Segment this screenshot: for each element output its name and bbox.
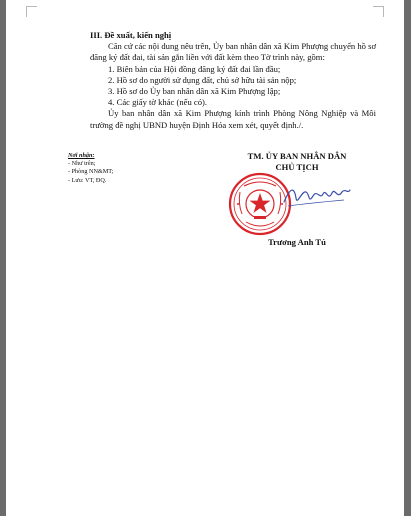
recipients-block: [68, 152, 113, 185]
list-item: 2. Hồ sơ do người sử dụng đất, chủ sở hữu tài sản nộp;: [108, 74, 297, 85]
page-corner-mark: [26, 6, 37, 17]
signature-position-line: CHỦ TỊCH: [275, 161, 319, 172]
closing-paragraph: Ủy ban nhân dân xã Kim Phượng kính trình Phòng Nông Nghiệp và Môi trường đề nghị UBND huyện Định Hóa xem xét, quyết định./.: [90, 108, 376, 130]
section-heading: III. Đề xuất, kiến nghị: [90, 30, 172, 40]
proposal-section: [90, 30, 376, 131]
recipient-line: - Như trên;: [68, 160, 96, 168]
handwritten-signature-icon: [282, 180, 352, 212]
page-corner-mark: [373, 6, 384, 17]
list-item: 3. Hồ sơ do Ủy ban nhân dân xã Kim Phượng lập;: [108, 86, 281, 97]
list-item: 1. Biên bản của Hội đồng đăng ký đất đai lần đầu;: [108, 63, 281, 74]
signature-block: [232, 151, 362, 172]
list-item: 4. Các giấy tờ khác (nếu có).: [108, 97, 208, 108]
recipients-title: Nơi nhận:: [68, 152, 95, 159]
intro-paragraph: Căn cứ các nội dung nêu trên, Ủy ban nhân dân xã Kim Phượng chuyển hồ sơ đăng ký đất đai, tài sản gắn liền với đất kèm theo Tờ trình này, gồm:: [90, 41, 376, 63]
recipient-line: - Lưu: VT, ĐQ.: [68, 176, 107, 184]
signer-name: Trương Anh Tú: [268, 237, 326, 247]
document-page: [6, 0, 404, 516]
recipient-line: - Phòng NN&MT;: [68, 168, 114, 176]
signature-org-line: TM. ỦY BAN NHÂN DÂN: [247, 151, 347, 161]
